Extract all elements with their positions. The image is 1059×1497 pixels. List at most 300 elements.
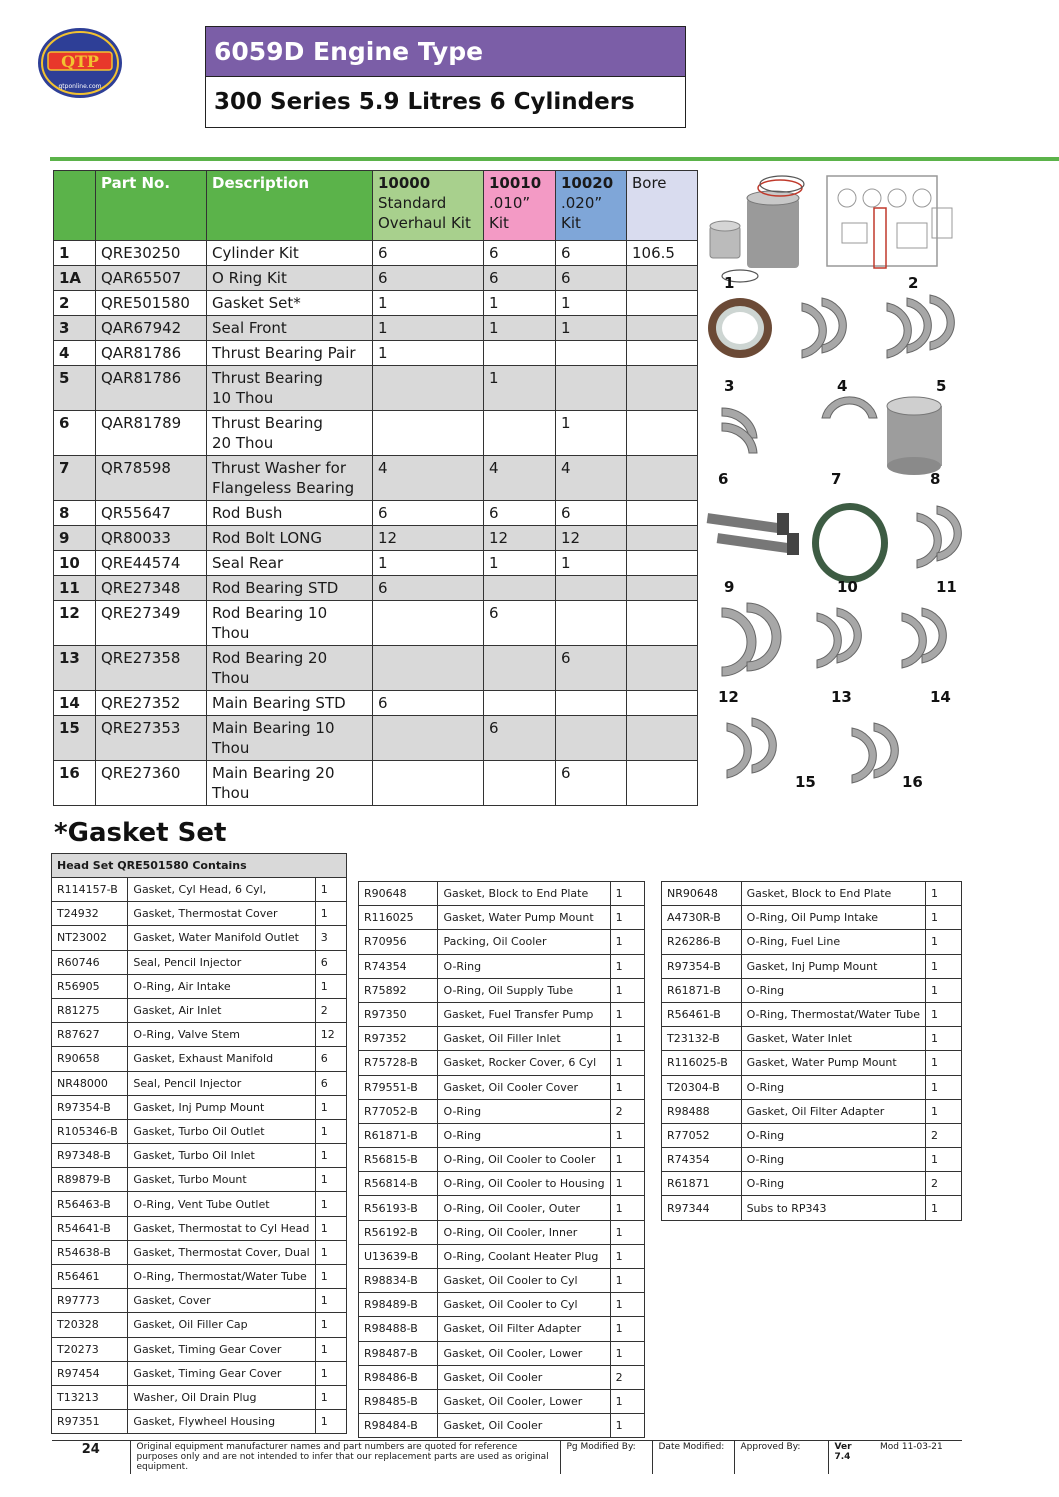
gasket-row [52, 1216, 347, 1240]
parts-table [53, 170, 698, 806]
part-number: QAR65507 [96, 266, 207, 291]
gasket-qty: 1 [315, 1410, 346, 1434]
bore-value [627, 341, 698, 366]
part-number: QRE501580 [96, 291, 207, 316]
gasket-part-number: NR48000 [52, 1071, 128, 1095]
row-number: 1 [54, 241, 96, 266]
picture-label-4: 4 [837, 377, 848, 395]
gasket-description: Gasket, Block to End Plate [438, 882, 610, 906]
qty-standard: 12 [373, 526, 484, 551]
picture-label-14: 14 [930, 688, 951, 706]
gasket-description: Gasket, Oil Filler Cap [128, 1313, 315, 1337]
gasket-part-number: R60746 [52, 950, 128, 974]
gasket-row [52, 1337, 347, 1361]
part-number: QAR81786 [96, 341, 207, 366]
gasket-description: Gasket, Inj Pump Mount [741, 954, 925, 978]
gasket-qty: 1 [610, 1389, 644, 1413]
gasket-qty: 2 [315, 998, 346, 1022]
gasket-row [359, 954, 645, 978]
qty-010: 1 [484, 316, 556, 341]
gasket-row [52, 1023, 347, 1047]
part-number: QAR67942 [96, 316, 207, 341]
gasket-qty: 3 [315, 926, 346, 950]
gasket-qty: 1 [925, 882, 961, 906]
qty-010: 12 [484, 526, 556, 551]
gasket-description: O-Ring, Air Intake [128, 974, 315, 998]
gasket-qty: 1 [315, 974, 346, 998]
parts-row [54, 501, 698, 526]
qty-020 [556, 691, 627, 716]
gasket-description: Gasket, Water Manifold Outlet [128, 926, 315, 950]
gasket-qty: 1 [610, 954, 644, 978]
gasket-table-2 [358, 881, 645, 1438]
qty-020: 1 [556, 411, 627, 456]
gasket-part-number: R61871-B [662, 978, 742, 1002]
row-number: 11 [54, 576, 96, 601]
gasket-row [359, 930, 645, 954]
header-description: Description [207, 171, 373, 241]
gasket-row [662, 978, 962, 1002]
gasket-part-number: R54638-B [52, 1240, 128, 1264]
gasket-description: Gasket, Block to End Plate [741, 882, 925, 906]
gasket-qty: 1 [315, 1119, 346, 1143]
gasket-qty: 1 [925, 1148, 961, 1172]
gasket-description: Gasket, Oil Cooler to Cyl [438, 1269, 610, 1293]
picture-label-16: 16 [902, 773, 923, 791]
bore-value [627, 551, 698, 576]
gasket-qty: 1 [925, 954, 961, 978]
gasket-row [359, 1220, 645, 1244]
gasket-qty: 1 [315, 1337, 346, 1361]
gasket-part-number: NT23002 [52, 926, 128, 950]
gasket-description: Washer, Oil Drain Plug [128, 1385, 315, 1409]
gasket-description: Gasket, Water Pump Mount [741, 1051, 925, 1075]
gasket-part-number: T13213 [52, 1385, 128, 1409]
gasket-description: Gasket, Oil Cooler, Lower [438, 1341, 610, 1365]
gasket-qty: 1 [925, 978, 961, 1002]
description: Main Bearing STD [207, 691, 373, 716]
gasket-row [662, 1148, 962, 1172]
gasket-row [662, 930, 962, 954]
row-number: 1A [54, 266, 96, 291]
gasket-qty: 2 [610, 1099, 644, 1123]
gasket-part-number: R61871 [662, 1172, 742, 1196]
logo-text: QTP [61, 52, 99, 71]
qty-020: 1 [556, 291, 627, 316]
row-number: 13 [54, 646, 96, 691]
picture-label-3: 3 [724, 377, 735, 395]
qty-standard: 6 [373, 266, 484, 291]
gasket-row [359, 1123, 645, 1147]
qty-010 [484, 761, 556, 806]
gasket-part-number: R56193-B [359, 1196, 438, 1220]
gasket-part-number: R77052 [662, 1123, 742, 1147]
qty-020: 4 [556, 456, 627, 501]
description: Main Bearing 20 Thou [207, 761, 373, 806]
qty-standard [373, 716, 484, 761]
gasket-description: O-Ring [438, 954, 610, 978]
head-set-title: Head Set QRE501580 Contains [52, 854, 347, 878]
qty-020: 1 [556, 551, 627, 576]
gasket-description: Gasket, Oil Cooler [438, 1365, 610, 1389]
part-number: QRE27348 [96, 576, 207, 601]
part-number: QAR81789 [96, 411, 207, 456]
gasket-description: Gasket, Thermostat Cover, Dual [128, 1240, 315, 1264]
description: Rod Bearing 20 Thou [207, 646, 373, 691]
gasket-part-number: R74354 [359, 954, 438, 978]
bore-value [627, 691, 698, 716]
gasket-qty: 1 [610, 882, 644, 906]
gasket-qty: 1 [610, 1123, 644, 1147]
gasket-description: O-Ring, Coolant Heater Plug [438, 1244, 610, 1268]
picture-label-13: 13 [831, 688, 852, 706]
part-number: QRE27352 [96, 691, 207, 716]
picture-label-8: 8 [930, 470, 941, 488]
qty-020 [556, 366, 627, 411]
header-bore: Bore [627, 171, 698, 241]
row-number: 15 [54, 716, 96, 761]
picture-label-10: 10 [837, 578, 858, 596]
row-number: 12 [54, 601, 96, 646]
qty-standard: 1 [373, 551, 484, 576]
row-number: 7 [54, 456, 96, 501]
gasket-row [52, 1289, 347, 1313]
parts-row [54, 456, 698, 501]
parts-row [54, 241, 698, 266]
row-number: 4 [54, 341, 96, 366]
bore-value [627, 576, 698, 601]
qty-020: 6 [556, 761, 627, 806]
gasket-description: O-Ring, Thermostat/Water Tube [741, 1002, 925, 1026]
cylinder-kit-picture [710, 176, 804, 282]
gasket-row [52, 1265, 347, 1289]
parts-row [54, 601, 698, 646]
gasket-description: O-Ring [741, 1172, 925, 1196]
gasket-part-number: R81275 [52, 998, 128, 1022]
gasket-part-number: R77052-B [359, 1099, 438, 1123]
gasket-part-number: R97352 [359, 1027, 438, 1051]
part-number: QR55647 [96, 501, 207, 526]
header-number [54, 171, 96, 241]
header-standard-kit: 10000 Standard Overhaul Kit [373, 171, 484, 241]
description: Seal Rear [207, 551, 373, 576]
gasket-description: Gasket, Rocker Cover, 6 Cyl [438, 1051, 610, 1075]
gasket-qty: 1 [315, 902, 346, 926]
picture-label-11: 11 [936, 578, 957, 596]
gasket-qty: 1 [315, 1192, 346, 1216]
gasket-qty: 1 [610, 1341, 644, 1365]
gasket-part-number: R97350 [359, 1002, 438, 1026]
qty-020 [556, 576, 627, 601]
qty-020: 6 [556, 241, 627, 266]
gasket-part-number: R56461-B [662, 1002, 742, 1026]
gasket-description: O-Ring [741, 978, 925, 1002]
gasket-row [359, 1293, 645, 1317]
gasket-qty: 1 [610, 1051, 644, 1075]
seal-rear-picture [812, 503, 888, 583]
title-block [205, 26, 686, 128]
qtp-logo [36, 26, 124, 100]
bore-value [627, 266, 698, 291]
gasket-row [359, 978, 645, 1002]
gasket-description: Gasket, Turbo Oil Outlet [128, 1119, 315, 1143]
gasket-row [359, 1317, 645, 1341]
row-number: 6 [54, 411, 96, 456]
qty-standard: 6 [373, 241, 484, 266]
qty-010 [484, 576, 556, 601]
gasket-part-number: R98487-B [359, 1341, 438, 1365]
picture-label-2: 2 [908, 274, 919, 292]
gasket-part-number: T20304-B [662, 1075, 742, 1099]
qty-020: 6 [556, 266, 627, 291]
gasket-description: Seal, Pencil Injector [128, 1071, 315, 1095]
date-modified: Date Modified: [652, 1440, 734, 1474]
description: Seal Front [207, 316, 373, 341]
parts-table-header [54, 171, 698, 241]
gasket-description: Gasket, Water Inlet [741, 1027, 925, 1051]
qty-standard [373, 601, 484, 646]
description: Gasket Set* [207, 291, 373, 316]
gasket-qty: 1 [610, 1220, 644, 1244]
gasket-row [52, 974, 347, 998]
gasket-part-number: R54641-B [52, 1216, 128, 1240]
part-number: QRE27358 [96, 646, 207, 691]
parts-row [54, 551, 698, 576]
gasket-qty: 1 [315, 1385, 346, 1409]
gasket-part-number: R97344 [662, 1196, 742, 1220]
gasket-description: Gasket, Turbo Mount [128, 1168, 315, 1192]
gasket-description: Gasket, Oil Cooler [438, 1414, 610, 1438]
gasket-description: O-Ring, Oil Cooler, Outer [438, 1196, 610, 1220]
gasket-qty: 1 [610, 1317, 644, 1341]
bore-value [627, 601, 698, 646]
qty-standard: 1 [373, 316, 484, 341]
gasket-row [662, 1002, 962, 1026]
gasket-qty: 1 [925, 906, 961, 930]
gasket-part-number: R97351 [52, 1410, 128, 1434]
gasket-row [52, 1047, 347, 1071]
gasket-row [662, 1075, 962, 1099]
gasket-part-number: R87627 [52, 1023, 128, 1047]
qty-standard [373, 646, 484, 691]
bore-value [627, 411, 698, 456]
gasket-part-number: R116025 [359, 906, 438, 930]
gasket-description: Gasket, Turbo Oil Inlet [128, 1144, 315, 1168]
gasket-description: O-Ring, Thermostat/Water Tube [128, 1265, 315, 1289]
gasket-row [52, 1240, 347, 1264]
gasket-part-number: R90648 [359, 882, 438, 906]
gasket-row [662, 1196, 962, 1220]
row-number: 5 [54, 366, 96, 411]
gasket-qty: 1 [610, 1293, 644, 1317]
gasket-row [359, 906, 645, 930]
gasket-set-title: *Gasket Set [54, 818, 227, 848]
row-number: 14 [54, 691, 96, 716]
gasket-part-number: R90658 [52, 1047, 128, 1071]
qty-010: 1 [484, 366, 556, 411]
gasket-part-number: R56815-B [359, 1148, 438, 1172]
bore-value [627, 456, 698, 501]
parts-pictures [702, 168, 1059, 818]
parts-row [54, 366, 698, 411]
parts-illustrations [702, 168, 1059, 818]
description: Rod Bearing 10 Thou [207, 601, 373, 646]
bore-value [627, 366, 698, 411]
gasket-qty: 1 [610, 906, 644, 930]
gasket-description: Gasket, Water Pump Mount [438, 906, 610, 930]
gasket-row [662, 1051, 962, 1075]
gasket-description: O-Ring, Oil Cooler to Housing [438, 1172, 610, 1196]
gasket-description: Gasket, Air Inlet [128, 998, 315, 1022]
gasket-part-number: R98488 [662, 1099, 742, 1123]
qty-standard: 6 [373, 576, 484, 601]
row-number: 9 [54, 526, 96, 551]
gasket-qty: 1 [925, 1027, 961, 1051]
parts-row [54, 316, 698, 341]
qty-010: 6 [484, 266, 556, 291]
gasket-part-number: T20328 [52, 1313, 128, 1337]
rod-bush-picture [887, 397, 942, 475]
qty-020: 1 [556, 316, 627, 341]
qty-standard: 1 [373, 291, 484, 316]
qty-standard: 4 [373, 456, 484, 501]
gasket-qty: 1 [315, 1095, 346, 1119]
bore-value [627, 316, 698, 341]
gasket-part-number: A4730R-B [662, 906, 742, 930]
gasket-part-number: R75728-B [359, 1051, 438, 1075]
bore-value [627, 526, 698, 551]
parts-row [54, 526, 698, 551]
parts-row [54, 761, 698, 806]
gasket-row [662, 882, 962, 906]
gasket-qty: 1 [610, 1244, 644, 1268]
gasket-row [359, 1341, 645, 1365]
qty-standard [373, 411, 484, 456]
gasket-description: O-Ring [741, 1075, 925, 1099]
gasket-description: O-Ring [741, 1123, 925, 1147]
gasket-description: Gasket, Timing Gear Cover [128, 1337, 315, 1361]
gasket-part-number: NR90648 [662, 882, 742, 906]
gasket-row [359, 1051, 645, 1075]
description: Cylinder Kit [207, 241, 373, 266]
gasket-row [359, 1148, 645, 1172]
part-number: QRE27349 [96, 601, 207, 646]
bore-value [627, 501, 698, 526]
gasket-description: O-Ring [438, 1099, 610, 1123]
gasket-row [662, 906, 962, 930]
gasket-qty: 1 [610, 1196, 644, 1220]
gasket-description: Gasket, Cover [128, 1289, 315, 1313]
picture-label-7: 7 [831, 470, 842, 488]
gasket-qty: 6 [315, 1071, 346, 1095]
gasket-part-number: R98485-B [359, 1389, 438, 1413]
qty-standard [373, 761, 484, 806]
gasket-qty: 2 [925, 1172, 961, 1196]
gasket-qty: 1 [610, 1269, 644, 1293]
gasket-row [52, 926, 347, 950]
gasket-row [662, 1172, 962, 1196]
bore-value [627, 646, 698, 691]
gasket-description: Gasket, Oil Filter Adapter [438, 1317, 610, 1341]
gasket-part-number: T20273 [52, 1337, 128, 1361]
gasket-part-number: R79551-B [359, 1075, 438, 1099]
rod-bolt-picture [707, 513, 799, 555]
gasket-description: O-Ring [438, 1123, 610, 1147]
qty-020 [556, 601, 627, 646]
picture-label-1: 1 [724, 274, 735, 292]
gasket-row [52, 1361, 347, 1385]
qty-010: 1 [484, 551, 556, 576]
gasket-row [52, 1385, 347, 1409]
green-divider [50, 157, 1059, 161]
gasket-row [662, 1099, 962, 1123]
gasket-part-number: R74354 [662, 1148, 742, 1172]
header-010-kit: 10010 .010” Kit [484, 171, 556, 241]
gasket-row [52, 998, 347, 1022]
parts-row [54, 716, 698, 761]
gasket-qty: 1 [610, 1075, 644, 1099]
parts-row [54, 411, 698, 456]
gasket-qty: 1 [610, 1027, 644, 1051]
gasket-qty: 6 [315, 1047, 346, 1071]
gasket-qty: 1 [925, 1051, 961, 1075]
gasket-row [662, 1123, 962, 1147]
gasket-row [359, 1172, 645, 1196]
gasket-qty: 1 [315, 1216, 346, 1240]
parts-row [54, 576, 698, 601]
gasket-part-number: R56463-B [52, 1192, 128, 1216]
gasket-part-number: R56192-B [359, 1220, 438, 1244]
gasket-row [359, 882, 645, 906]
qty-020 [556, 716, 627, 761]
gasket-qty: 1 [610, 1414, 644, 1438]
gasket-qty: 1 [315, 1289, 346, 1313]
gasket-description: O-Ring, Oil Cooler, Inner [438, 1220, 610, 1244]
picture-label-5: 5 [936, 377, 947, 395]
gasket-qty: 1 [925, 930, 961, 954]
qty-010: 6 [484, 716, 556, 761]
gasket-qty: 1 [925, 1075, 961, 1099]
gasket-part-number: R97354-B [52, 1095, 128, 1119]
gasket-row [52, 1071, 347, 1095]
description: Main Bearing 10 Thou [207, 716, 373, 761]
gasket-part-number: R105346-B [52, 1119, 128, 1143]
gasket-description: O-Ring, Valve Stem [128, 1023, 315, 1047]
gasket-description: Gasket, Thermostat to Cyl Head [128, 1216, 315, 1240]
gasket-description: Gasket, Oil Filler Inlet [438, 1027, 610, 1051]
row-number: 2 [54, 291, 96, 316]
gasket-qty: 6 [315, 950, 346, 974]
gasket-description: Gasket, Oil Cooler, Lower [438, 1389, 610, 1413]
engine-type-title: 6059D Engine Type [206, 27, 685, 77]
qty-010: 6 [484, 501, 556, 526]
qty-010 [484, 341, 556, 366]
picture-label-6: 6 [718, 470, 729, 488]
gasket-description: Gasket, Oil Cooler to Cyl [438, 1293, 610, 1317]
gasket-description: O-Ring [741, 1148, 925, 1172]
gasket-qty: 1 [315, 1313, 346, 1337]
gasket-qty: 1 [610, 1172, 644, 1196]
gasket-part-number: R89879-B [52, 1168, 128, 1192]
gasket-part-number: R56814-B [359, 1172, 438, 1196]
qty-standard: 6 [373, 691, 484, 716]
gasket-part-number: R26286-B [662, 930, 742, 954]
picture-label-15: 15 [795, 773, 816, 791]
gasket-row [52, 950, 347, 974]
gasket-qty: 1 [925, 1196, 961, 1220]
gasket-row [52, 1119, 347, 1143]
gasket-row [359, 1027, 645, 1051]
